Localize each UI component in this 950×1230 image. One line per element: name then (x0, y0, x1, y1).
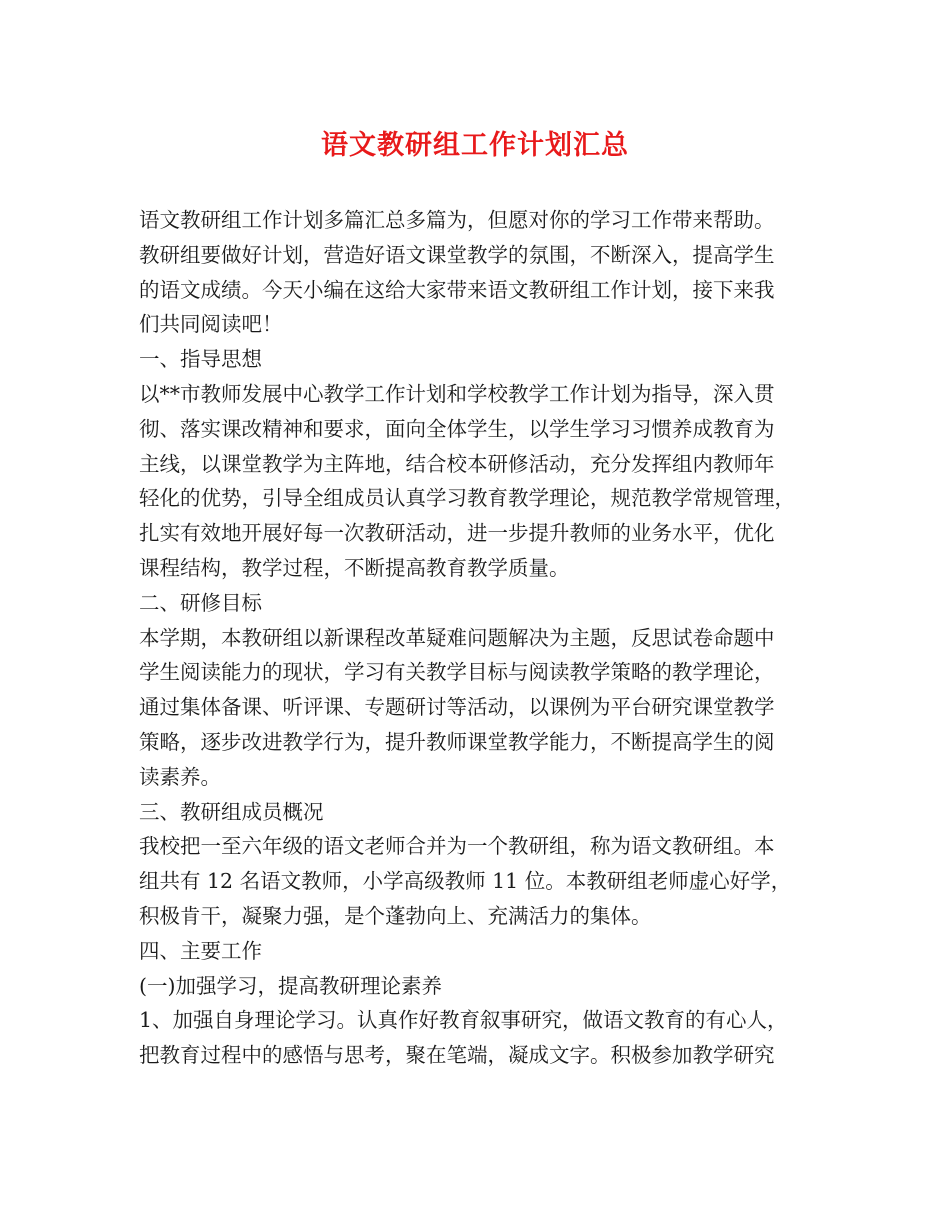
text-line: 通过集体备课、听评课、专题研讨等活动，以课例为平台研究课堂教学 (139, 695, 775, 720)
text-line: 1、加强自身理论学习。认真作好教育叙事研究，做语文教育的有心人， (139, 1008, 788, 1033)
text-line: 以**市教师发展中心教学工作计划和学校教学工作计划为指导，深入贯 (139, 381, 775, 406)
document-body (139, 203, 839, 1073)
text-line: 积极肯干，凝聚力强，是个蓬勃向上、充满活力的集体。 (139, 903, 652, 928)
text-line: 策略，逐步改进教学行为，提升教师课堂教学能力，不断提高学生的阅 (139, 729, 775, 754)
section-heading: 二、研修目标 (139, 590, 262, 615)
text-line: 把教育过程中的感悟与思考，聚在笔端，凝成文字。积极参加教学研究 (139, 1043, 775, 1068)
text-line: 组共有 12 名语文教师，小学高级教师 11 位。本教研组老师虚心好学， (139, 869, 792, 894)
text-line: 扎实有效地开展好每一次教研活动，进一步提升教师的业务水平，优化 (139, 521, 775, 546)
section-heading: 一、指导思想 (139, 347, 262, 372)
text-line: 彻、落实课改精神和要求，面向全体学生，以学生学习习惯养成教育为 (139, 416, 775, 441)
text-line: 主线，以课堂教学为主阵地，结合校本研修活动，充分发挥组内教师年 (139, 451, 775, 476)
subsection-heading: (一)加强学习，提高教研理论素养 (139, 973, 442, 998)
text-line: 的语文成绩。今天小编在这给大家带来语文教研组工作计划，接下来我 (139, 277, 775, 302)
text-line: 教研组要做好计划，营造好语文课堂教学的氛围，不断深入，提高学生 (139, 242, 775, 267)
text-line: 我校把一至六年级的语文老师合并为一个教研组，称为语文教研组。本 (139, 834, 775, 859)
section-heading: 三、教研组成员概况 (139, 799, 324, 824)
text-line: 们共同阅读吧！ (139, 312, 283, 337)
document-title: 语文教研组工作计划汇总 (321, 130, 629, 161)
text-line: 读素养。 (139, 764, 221, 789)
text-line: 学生阅读能力的现状，学习有关教学目标与阅读教学策略的教学理论， (139, 660, 775, 685)
text-line: 课程结构，教学过程，不断提高教育教学质量。 (139, 555, 570, 580)
text-line: 语文教研组工作计划多篇汇总多篇为，但愿对你的学习工作带来帮助。 (139, 208, 775, 232)
text-line: 轻化的优势，引导全组成员认真学习教育教学理论，规范教学常规管理， (139, 486, 795, 511)
text-line: 本学期，本教研组以新课程改革疑难问题解决为主题，反思试卷命题中 (139, 625, 775, 650)
section-heading: 四、主要工作 (139, 938, 262, 963)
